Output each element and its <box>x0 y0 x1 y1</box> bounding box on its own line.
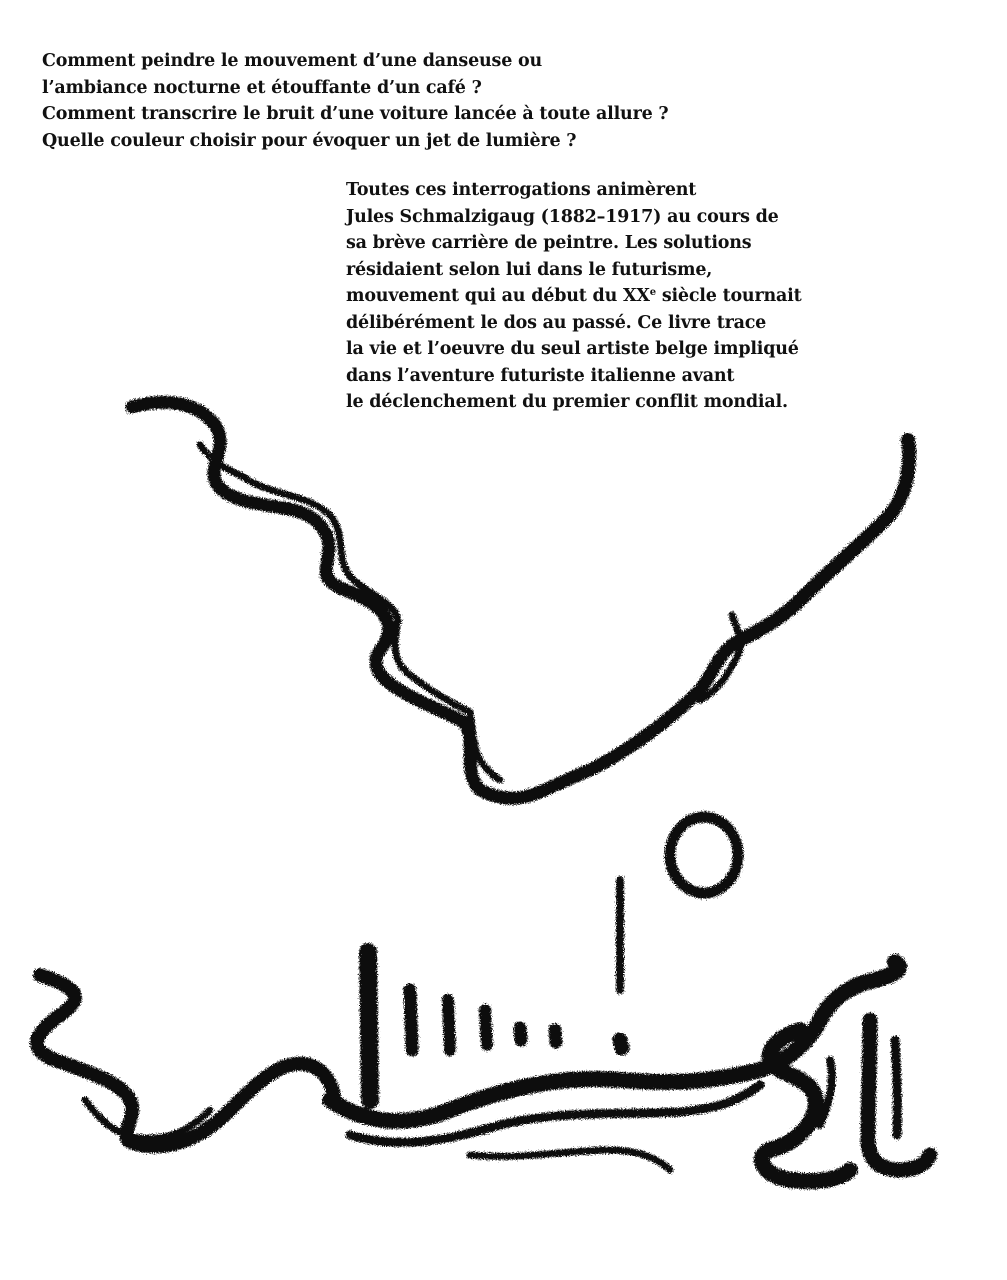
question-line: Comment transcrire le bruit d’une voiture lancée à toute allure ? <box>42 104 669 124</box>
wavy-line-right-echo <box>700 615 740 700</box>
s-shape-right <box>762 1030 850 1181</box>
sweep-bottom-tail <box>470 1150 670 1170</box>
book-description <box>346 177 846 416</box>
wavy-line-upper <box>132 402 740 798</box>
century-superscript: e <box>649 287 656 298</box>
intro-questions <box>42 48 742 154</box>
description-line: délibérément le dos au passé. Ce livre trace <box>346 312 767 333</box>
bar-tall <box>368 952 370 1100</box>
s-shape-right-echo <box>820 1060 832 1125</box>
bar-short-1 <box>410 990 412 1050</box>
squiggle-left-echo <box>85 1100 210 1138</box>
squiggle-left <box>37 975 335 1146</box>
description-line: dans l’aventure futuriste italienne avant <box>346 365 735 386</box>
sweep-bottom-echo <box>350 1085 760 1142</box>
exclamation-dot <box>620 1040 622 1048</box>
description-line: la vie et l’oeuvre du seul artiste belge impliqué <box>346 339 799 359</box>
description-line <box>346 283 846 310</box>
l-shape-right <box>868 1020 930 1170</box>
l-shape-right-echo <box>895 1040 897 1135</box>
question-line: l’ambiance nocturne et étouffante d’un café ? <box>42 77 482 98</box>
bar-short-3 <box>485 1010 487 1045</box>
description-line: Toutes ces interrogations animèrent <box>346 180 697 200</box>
description-line: sa brève carrière de peintre. Les solutions <box>346 233 752 253</box>
wavy-line-right <box>740 440 909 640</box>
description-line: le déclenchement du premier conflit mondial. <box>346 392 788 412</box>
bar-short-2 <box>448 1000 450 1050</box>
sweep-bottom <box>330 962 899 1121</box>
question-line: Comment peindre le mouvement d’une danseuse ou <box>42 51 543 71</box>
description-line: Jules Schmalzigaug (1882–1917) au cours de <box>346 206 779 227</box>
bar-dot-2 <box>555 1030 556 1042</box>
description-fragment: mouvement qui au début du XX <box>346 286 650 306</box>
question-line: Quelle couleur choisir pour évoquer un jet de lumière ? <box>42 130 577 151</box>
circle-shape <box>670 817 738 893</box>
description-line: résidaient selon lui dans le futurisme, <box>346 259 713 280</box>
description-fragment: siècle tournait <box>655 286 802 306</box>
bar-dot-1 <box>520 1028 521 1040</box>
wavy-line-upper-echo <box>200 445 500 780</box>
